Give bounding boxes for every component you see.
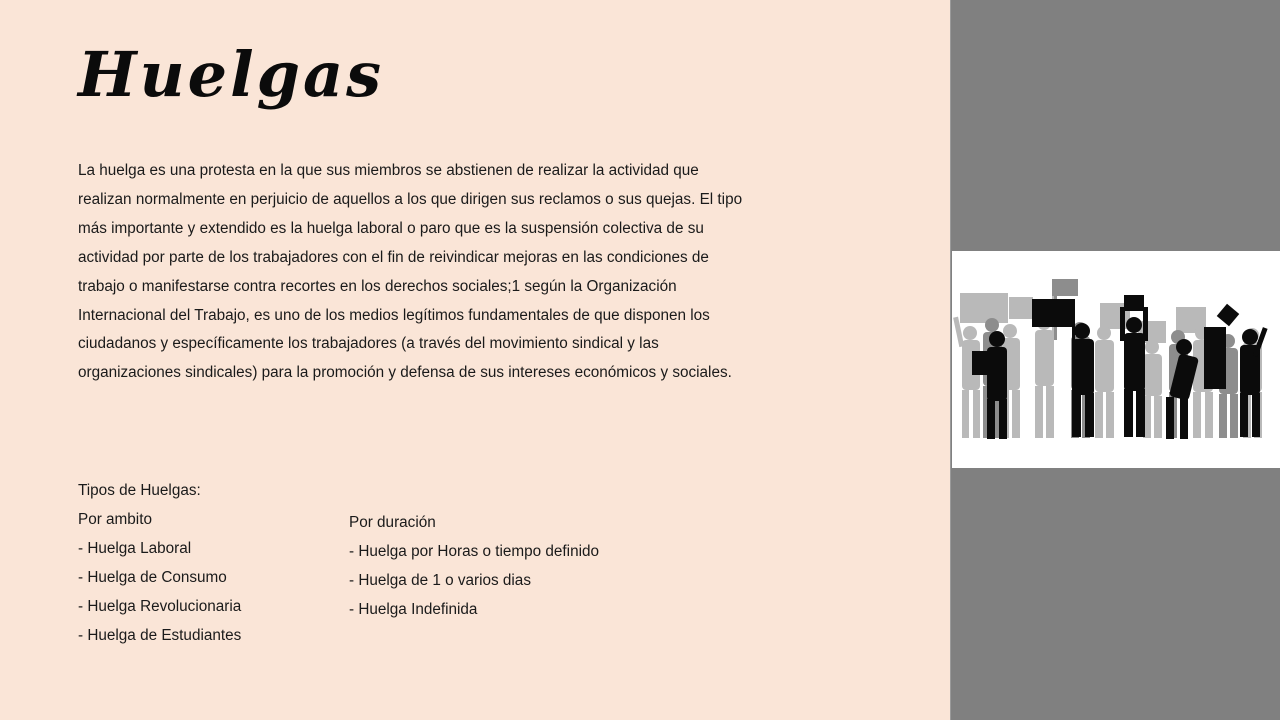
list-item: - Huelga de 1 o varios dias	[349, 571, 531, 589]
list-item: - Huelga por Horas o tiempo definido	[349, 542, 599, 560]
duration-heading: Por duración	[349, 514, 436, 531]
protest-crowd-silhouette-icon	[952, 251, 1280, 468]
list-item: - Huelga Indefinida	[349, 600, 478, 618]
types-heading: Tipos de Huelgas:	[78, 482, 201, 499]
protest-image	[952, 251, 1280, 468]
list-by-duration	[349, 509, 599, 625]
slide-title: Huelgas	[78, 38, 385, 111]
description-paragraph: La huelga es una protesta en la que sus miembros se abstienen de realizar la actividad que realizan normalmente en perjuicio de aquellos a los que dirigen sus reclamos o sus quejas. El tipo más importante y extendido es la huelga laboral o paro que es la suspensión colectiva de su actividad por parte de los trabajadores con el fin de reivindicar mejoras en las condiciones de trabajo o manifestarse contra recortes en los derechos sociales;1 según la Organización Internacional del Trabajo, es uno de los medios legítimos fundamentales de que disponen los ciudadanos y específicamente los trabajadores (a través del movimiento sindical y las organizaciones sindicales) para la promoción y defensa de sus intereses económicos y sociales.	[78, 162, 743, 382]
list-item: - Huelga Laboral	[78, 539, 192, 557]
list-item: - Huelga Revolucionaria	[78, 597, 242, 615]
list-item: - Huelga de Consumo	[78, 568, 227, 586]
list-by-scope	[78, 477, 241, 650]
list-item: - Huelga de Estudiantes	[78, 626, 242, 644]
scope-heading: Por ambito	[78, 510, 152, 528]
